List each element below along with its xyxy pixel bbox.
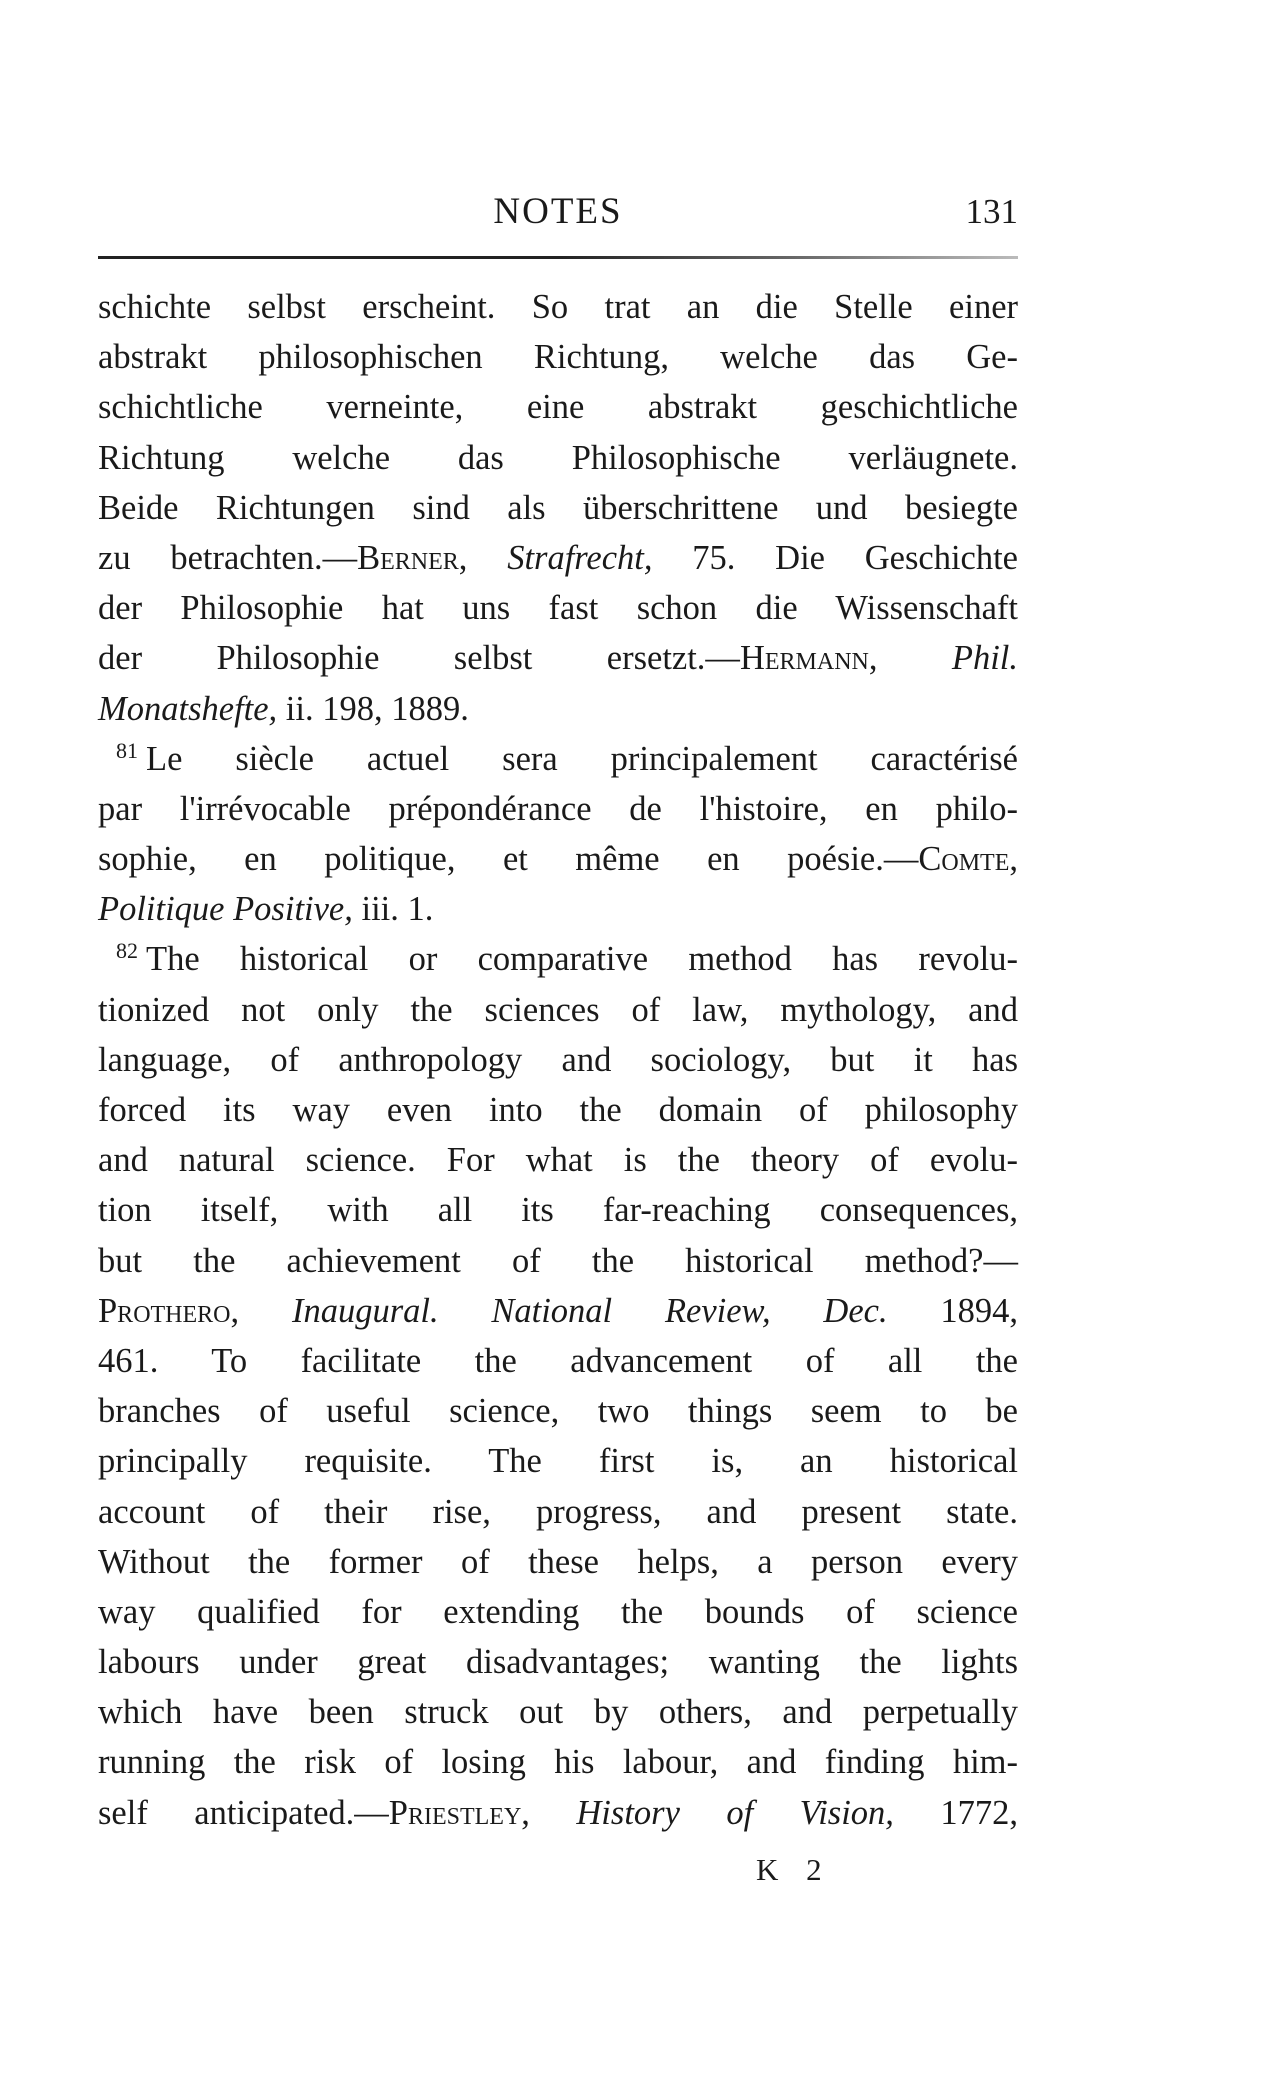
text-run: 1894,	[940, 1291, 1018, 1330]
work-title: History of Vision,	[576, 1793, 894, 1832]
author-name: Prothero,	[98, 1291, 240, 1330]
text-run: der Philosophie selbst ersetzt.—	[98, 639, 740, 678]
note-number: 82	[116, 938, 138, 964]
text-line: and natural science. For what is the theory of evolu-	[98, 1141, 1018, 1180]
text-line: language, of anthropology and sociology, but it has	[98, 1040, 1018, 1079]
work-title: Phil.	[951, 639, 1019, 678]
page-number: 131	[965, 192, 1018, 231]
text-line	[98, 633, 1018, 683]
note-81-start	[98, 734, 1018, 784]
note-number: 81	[116, 737, 138, 763]
work-title: Strafrecht,	[507, 538, 653, 577]
author-name: Priestley,	[388, 1793, 530, 1832]
header-rule	[98, 256, 1018, 259]
text-line: schichtliche verneinte, eine abstrakt geschichtliche	[98, 388, 1018, 427]
text-line: forced its way even into the domain of philosophy	[98, 1091, 1018, 1129]
text-line: branches of useful science, two things seem to be	[98, 1392, 1018, 1431]
text-line	[98, 533, 1018, 583]
text-line: Beide Richtungen sind als überschrittene und besiegte	[98, 488, 1018, 527]
text-run: self anticipated.—	[98, 1793, 389, 1832]
text-line: abstrakt philosophischen Richtung, welche das Ge-	[98, 338, 1018, 377]
note-82-start	[98, 934, 1018, 984]
text-line: tionized not only the sciences of law, mythology, and	[98, 990, 1018, 1029]
text-line: way qualified for extending the bounds of science	[98, 1592, 1018, 1631]
author-name: Comte,	[918, 840, 1018, 879]
text-line: tion itself, with all its far-reaching consequences,	[98, 1191, 1018, 1230]
text-line	[98, 834, 1018, 884]
text-line: schichte selbst erscheint. So trat an die Stelle einer	[98, 288, 1018, 326]
text-line: der Philosophie hat uns fast schon die Wissenschaft	[98, 589, 1018, 628]
text-line	[98, 684, 1018, 734]
running-head	[98, 190, 1018, 240]
author-name: Berner,	[357, 538, 468, 577]
text-line: principally requisite. The first is, an historical	[98, 1442, 1018, 1481]
work-title: National Review, Dec.	[491, 1291, 888, 1330]
work-title: Monatshefte,	[98, 689, 278, 728]
signature-mark: K 2	[756, 1852, 832, 1887]
text-line: running the risk of losing his labour, and finding him-	[98, 1743, 1018, 1782]
text-run: 75. Die Geschichte	[692, 538, 1018, 577]
text-line	[98, 1286, 1018, 1336]
text-run: The historical or comparative method has revolu-	[146, 940, 1018, 979]
text-line: Richtung welche das Philosophische verläugnete.	[98, 438, 1018, 477]
text-line	[98, 1788, 1018, 1838]
author-name: Hermann,	[739, 639, 878, 678]
text-line: but the achievement of the historical method?—	[98, 1241, 1018, 1280]
text-line: par l'irrévocable prépondérance de l'histoire, en philo-	[98, 789, 1018, 828]
text-line	[98, 884, 1018, 934]
text-line: which have been struck out by others, and perpetually	[98, 1693, 1018, 1732]
text-line: account of their rise, progress, and present state.	[98, 1492, 1018, 1531]
running-title: NOTES	[493, 191, 623, 232]
text-line: Without the former of these helps, a person every	[98, 1542, 1018, 1581]
text-run: 1772,	[940, 1793, 1019, 1832]
text-line: labours under great disadvantages; wanting the lights	[98, 1643, 1018, 1682]
text-run: iii. 1.	[361, 890, 434, 929]
text-run: sophie, en politique, et même en poésie.—	[98, 840, 919, 879]
text-run: zu betrachten.—	[98, 538, 358, 577]
work-title: Inaugural.	[291, 1291, 439, 1330]
text-run: ii. 198, 1889.	[285, 689, 469, 728]
work-title: Politique Positive,	[98, 890, 353, 929]
text-line: 461. To facilitate the advancement of all the	[98, 1341, 1018, 1380]
notes-text	[98, 282, 1018, 1838]
text-run: Le siècle actuel sera principalement caractérisé	[146, 739, 1018, 778]
